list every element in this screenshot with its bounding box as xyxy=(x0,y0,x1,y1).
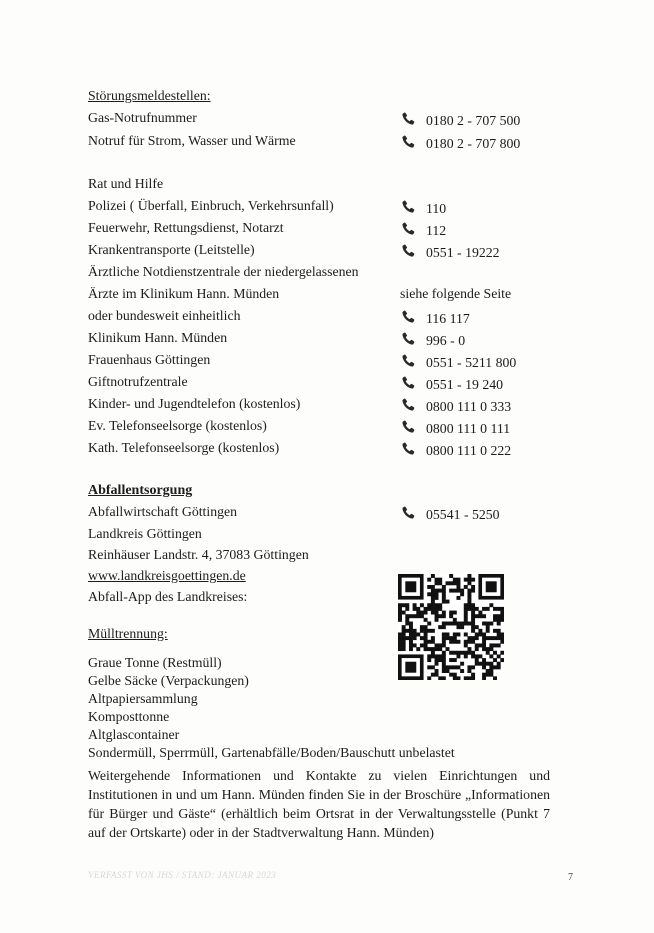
phone-entry xyxy=(400,331,465,348)
row-label: Notruf für Strom, Wasser und Wärme xyxy=(88,133,296,148)
phone-number: 0180 2 - 707 500 xyxy=(426,113,521,128)
phone-icon xyxy=(400,111,417,127)
row-label: Gas-Notrufnummer xyxy=(88,110,197,125)
row-label: Krankentransporte (Leitstelle) xyxy=(88,242,255,257)
phone-number: 116 117 xyxy=(426,311,470,326)
row-label: Kath. Telefonseelsorge (kostenlos) xyxy=(88,440,280,455)
row-label: oder bundesweit einheitlich xyxy=(88,308,241,323)
phone-number: 0800 111 0 222 xyxy=(426,443,512,458)
phone-entry xyxy=(400,397,511,414)
section-heading-muell: Mülltrennung: xyxy=(88,626,168,641)
phone-entry xyxy=(400,353,516,370)
list-item: Altpapiersammlung xyxy=(88,691,198,706)
row-label: Ärzte im Klinikum Hann. Münden xyxy=(88,286,280,301)
phone-number: 110 xyxy=(426,201,447,216)
phone-number: 0800 111 0 111 xyxy=(426,421,511,436)
row-label: Kinder- und Jugendtelefon (kostenlos) xyxy=(88,396,301,411)
phone-entry xyxy=(400,111,520,128)
phone-number: 05541 - 5250 xyxy=(426,507,500,522)
phone-entry xyxy=(400,505,500,522)
info-paragraph: Weitergehende Informationen und Kontakte zu vielen Einrichtungen und Institutionen in und um Hann. Münden finden Sie in der Broschüre „Informationen für Bürger und Gäste“ (erhältlich beim Ortsrat in der Verwaltungsstelle (Punkt 7 auf der Ortskarte) oder in der Stadtverwaltung Hann. Münden) xyxy=(88,768,550,840)
website-link[interactable]: www.landkreisgoettingen.de xyxy=(88,568,246,583)
phone-entry xyxy=(400,243,500,260)
phone-icon xyxy=(400,441,417,457)
phone-entry xyxy=(400,309,470,326)
phone-icon xyxy=(400,505,417,521)
phone-number: 112 xyxy=(426,223,447,238)
phone-icon xyxy=(400,375,417,391)
section-heading-stoerung: Störungsmeldestellen: xyxy=(88,88,211,103)
qr-code-icon[interactable] xyxy=(398,574,504,680)
phone-number: 0551 - 5211 800 xyxy=(426,355,517,370)
phone-entry xyxy=(400,419,510,436)
phone-number: 996 - 0 xyxy=(426,333,466,348)
phone-icon xyxy=(400,199,417,215)
section-heading-abfall: Abfallentsorgung xyxy=(88,483,193,498)
phone-icon xyxy=(400,309,417,325)
phone-icon xyxy=(400,243,417,259)
section-heading-hilfe: Rat und Hilfe xyxy=(88,176,164,191)
row-label: Feuerwehr, Rettungsdienst, Notarzt xyxy=(88,220,284,235)
app-label: Abfall-App des Landkreises: xyxy=(88,589,248,604)
row-label: Giftnotrufzentrale xyxy=(88,374,188,389)
phone-icon xyxy=(400,134,417,150)
phone-entry xyxy=(400,375,503,392)
phone-entry xyxy=(400,199,446,216)
phone-entry xyxy=(400,134,520,151)
row-label: Polizei ( Überfall, Einbruch, Verkehrsunfall) xyxy=(88,198,334,213)
address-line: Reinhäuser Landstr. 4, 37083 Göttingen xyxy=(88,547,309,562)
list-item: Sondermüll, Sperrmüll, Gartenabfälle/Boden/Bauschutt unbelastet xyxy=(88,745,455,760)
phone-icon xyxy=(400,221,417,237)
list-item: Gelbe Säcke (Verpackungen) xyxy=(88,673,249,688)
phone-number: 0180 2 - 707 800 xyxy=(426,136,521,151)
footer-note: VERFASST VON JHS / STAND: JANUAR 2023 xyxy=(88,870,277,880)
address-line: Landkreis Göttingen xyxy=(88,526,202,541)
phone-icon xyxy=(400,353,417,369)
phone-entry xyxy=(400,441,511,458)
page-number: 7 xyxy=(568,872,573,883)
list-item: Graue Tonne (Restmüll) xyxy=(88,655,222,670)
row-label: Frauenhaus Göttingen xyxy=(88,352,211,367)
row-label: Ärztliche Notdienstzentrale der niedergelassenen xyxy=(88,264,359,279)
phone-number: 0551 - 19 240 xyxy=(426,377,504,392)
row-label: Klinikum Hann. Münden xyxy=(88,330,228,345)
row-label: Abfallwirtschaft Göttingen xyxy=(88,504,238,519)
row-label: Ev. Telefonseelsorge (kostenlos) xyxy=(88,418,267,433)
phone-number: 0800 111 0 333 xyxy=(426,399,512,414)
note-text: siehe folgende Seite xyxy=(400,286,512,301)
phone-icon xyxy=(400,397,417,413)
list-item: Komposttonne xyxy=(88,709,170,724)
list-item: Altglascontainer xyxy=(88,727,180,742)
phone-icon xyxy=(400,331,417,347)
phone-entry xyxy=(400,221,446,238)
phone-icon xyxy=(400,419,417,435)
phone-number: 0551 - 19222 xyxy=(426,245,500,260)
